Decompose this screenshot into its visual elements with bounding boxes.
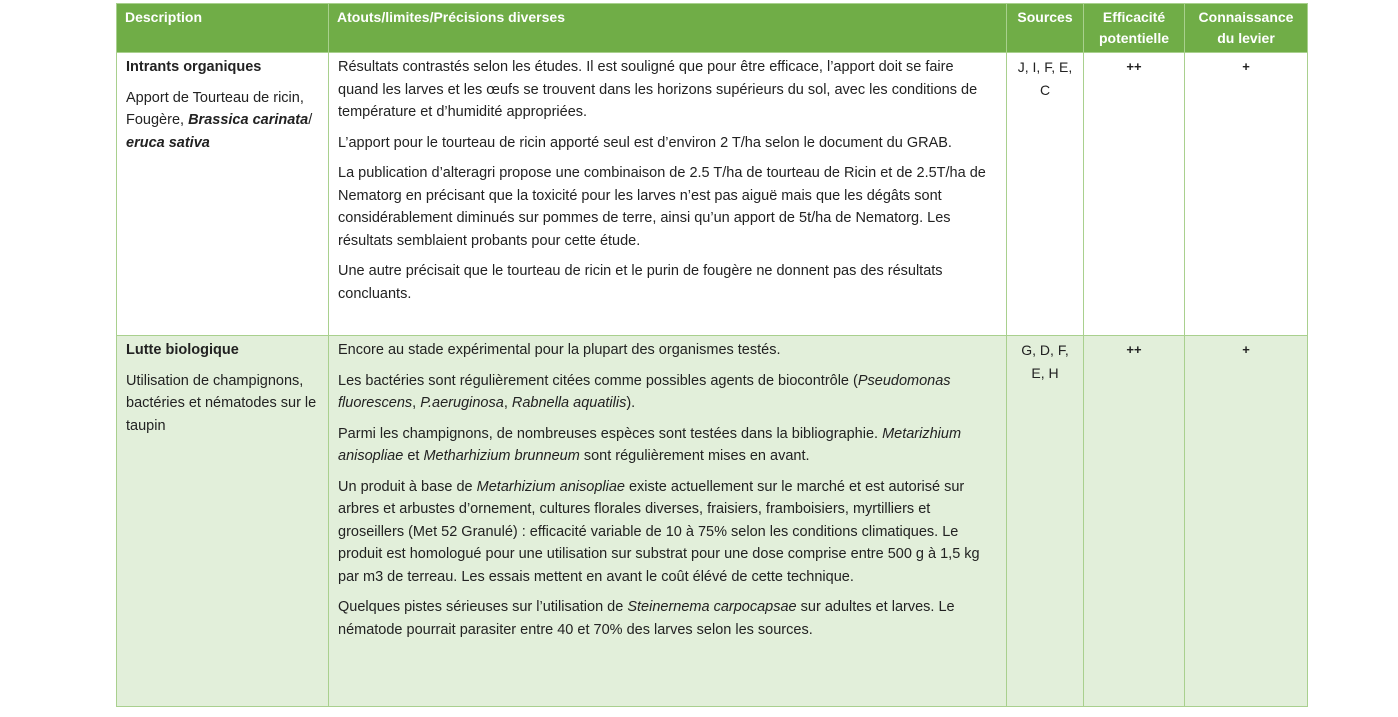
text-part: et bbox=[403, 448, 424, 464]
paragraph bbox=[338, 476, 997, 589]
text-part: Les bactéries sont régulièrement citées comme possibles agents de biocontrôle ( bbox=[338, 372, 858, 389]
sources-cell: J, I, F, E, C bbox=[1007, 53, 1084, 336]
paragraph: Résultats contrastés selon les études. Il est souligné que pour être efficace, l’apport doit se faire quand les larves et les œufs se trouvent dans les horizons supérieurs du sol, avec les conditions de température et d’humidité appropriées. bbox=[338, 59, 978, 120]
connaissance-cell: + bbox=[1185, 53, 1308, 336]
table-row bbox=[117, 336, 1308, 707]
text-part: existe actuellement sur le marché et est autorisé sur arbres et arbustes d’ornement, cultures florales diverses, fraisiers, framboisiers, myrtilliers et groseillers (Met 52 Granulé) : efficacité variable de 10 à 75% selon les conditions climatiques. Le produit est homologué pour une utilisation sur substrat pour une dose comprise entre 500 g à 1,5 kg par m3 de terreau. Les essais mettent en avant le coût élévé de cette technique. bbox=[338, 478, 980, 585]
paragraph: Une autre précisait que le tourteau de ricin et le purin de fougère ne donnent pas des résultats concluants. bbox=[338, 263, 943, 302]
description-text: Utilisation de champignons, bactéries et nématodes sur le taupin bbox=[126, 372, 317, 434]
text-part: , bbox=[412, 395, 421, 411]
species-name: Metharhizium brunneum bbox=[423, 448, 580, 464]
header-connaissance-line1: Connaissance bbox=[1198, 9, 1294, 25]
atouts-cell bbox=[329, 336, 1007, 707]
species-name: Pseudomonas fluorescens bbox=[338, 372, 951, 411]
efficacite-cell: ++ bbox=[1084, 53, 1185, 336]
table-row bbox=[117, 53, 1308, 336]
species-name: Metarhizium anisopliae bbox=[476, 478, 625, 495]
desc-species-2: eruca sativa bbox=[126, 134, 210, 151]
sources-cell: G, D, F, E, H bbox=[1007, 336, 1084, 707]
species-name: Rabnella aquatilis bbox=[511, 395, 627, 411]
text-part: , bbox=[503, 395, 512, 411]
description-cell bbox=[117, 53, 329, 336]
levers-table bbox=[116, 3, 1308, 707]
text-part: Un produit à base de bbox=[338, 478, 477, 495]
text-part: sur adultes et larves. Le nématode pourrait parasiter entre 40 et 70% des larves selon les sources. bbox=[338, 599, 955, 638]
paragraph bbox=[338, 370, 997, 415]
text-part: Parmi les champignons, de nombreuses espèces sont testées dans la bibliographie. bbox=[338, 425, 883, 442]
header-row bbox=[117, 4, 1308, 53]
paragraph bbox=[338, 423, 997, 468]
header-efficacite-line2: potentielle bbox=[1098, 30, 1169, 46]
species-name: Steinernema carpocapsae bbox=[627, 599, 797, 615]
connaissance-cell: + bbox=[1185, 336, 1308, 707]
efficacite-cell: ++ bbox=[1084, 336, 1185, 707]
species-name: Metarizhium anisopliae bbox=[338, 425, 962, 464]
row-title: Lutte biologique bbox=[126, 342, 239, 358]
species-name: P.aeruginosa bbox=[420, 395, 504, 411]
paragraph: La publication d’alteragri propose une combinaison de 2.5 T/ha de tourteau de Ricin et de 2.5T/ha de Nematorg en précisant que la toxicité pour les larves n’est pas aiguë mais que les dégâts sont considérablement diminués sur pommes de terre, ainsi qu’un apport de 5t/ha de Nematorg. Les résultats semblaient probants pour cette étude. bbox=[338, 165, 986, 249]
text-part: sont régulièrement mises en avant. bbox=[579, 448, 810, 464]
desc-separator: / bbox=[308, 112, 313, 128]
row-title: Intrants organiques bbox=[126, 59, 262, 75]
desc-text-part: Apport de Tourteau de ricin, Fougère, bbox=[126, 89, 304, 128]
header-description: Description bbox=[117, 4, 329, 53]
desc-species-1: Brassica carinata bbox=[188, 112, 309, 128]
paragraph bbox=[338, 596, 997, 641]
header-efficacite bbox=[1084, 4, 1185, 53]
header-efficacite-line1: Efficacité bbox=[1102, 9, 1166, 25]
description-text bbox=[126, 90, 312, 151]
text-part: ). bbox=[626, 395, 636, 411]
header-connaissance-line2: du levier bbox=[1217, 30, 1275, 46]
header-sources: Sources bbox=[1007, 4, 1084, 53]
header-atouts: Atouts/limites/Précisions diverses bbox=[329, 4, 1007, 53]
description-cell bbox=[117, 336, 329, 707]
paragraph: Encore au stade expérimental pour la plupart des organismes testés. bbox=[338, 342, 781, 358]
header-connaissance bbox=[1185, 4, 1308, 53]
paragraph: L’apport pour le tourteau de ricin apporté seul est d’environ 2 T/ha selon le document du GRAB. bbox=[338, 134, 952, 151]
text-part: Quelques pistes sérieuses sur l’utilisation de bbox=[338, 599, 628, 615]
atouts-cell bbox=[329, 53, 1007, 336]
